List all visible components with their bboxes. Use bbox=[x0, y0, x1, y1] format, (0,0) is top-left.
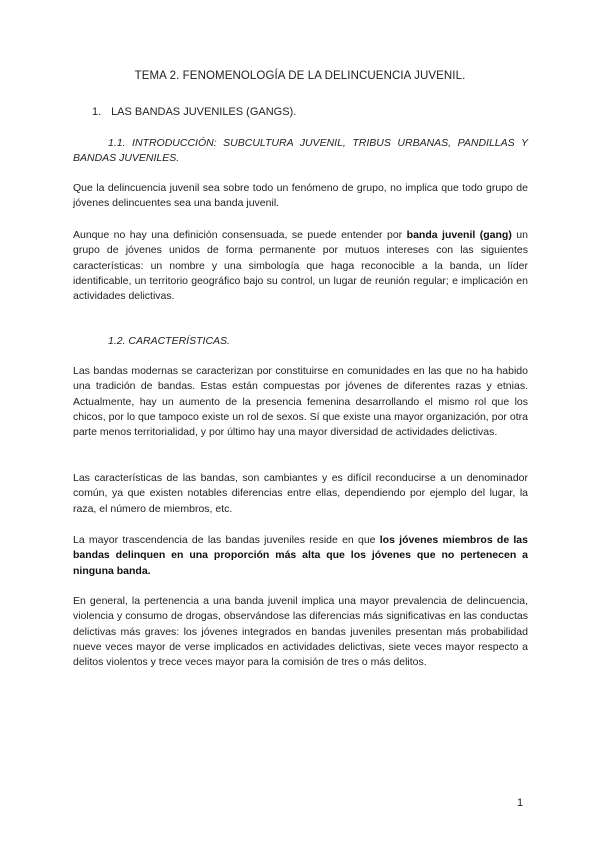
section-heading bbox=[92, 106, 296, 118]
paragraph-2 bbox=[73, 228, 528, 304]
subsection-intro-text: 1.1. INTRODUCCIÓN: SUBCULTURA JUVENIL, TRIBUS URBANAS, PANDILLAS Y BANDAS JUVENILES. bbox=[73, 137, 528, 164]
paragraph-5-bold: los jóvenes miembros de las bandas delinquen en una proporción más alta que los jóvenes que no pertenecen a ninguna banda. bbox=[73, 534, 528, 577]
paragraph-6: En general, la pertenencia a una banda juvenil implica una mayor prevalencia de delincuencia, violencia y consumo de drogas, observándose las diferencias más significativas en las conductas delictivas más graves: los jóvenes integrados en bandas juveniles presentan más probabilidad nueve veces mayor de verse implicados en actividades delictivas, siete veces mayor respecto a delitos violentos y trece veces mayor para la comisión de tres o más delitos. bbox=[73, 595, 528, 669]
paragraph-1: Que la delincuencia juvenil sea sobre todo un fenómeno de grupo, no implica que todo grupo de jóvenes delincuentes sea una banda juvenil. bbox=[73, 182, 528, 210]
paragraph-5 bbox=[73, 533, 528, 579]
paragraph-2-end: un grupo de jóvenes unidos de forma permanente por mutuos intereses con las siguientes características: un nombre y una simbología que haga reconocible a la banda, un líder identificable, un territorio geográfico bajo su control, un lugar de reunión regular; e implicación en actividades delictivas. bbox=[73, 229, 528, 303]
section-number: 1. bbox=[92, 106, 102, 118]
subsection-characteristics-text: 1.2. CARACTERÍSTICAS. bbox=[108, 335, 230, 347]
subsection-heading-intro bbox=[73, 136, 528, 166]
section-label: LAS BANDAS JUVENILES (GANGS). bbox=[111, 106, 297, 118]
page-number: 1 bbox=[517, 797, 524, 809]
paragraph-4: Las características de las bandas, son cambiantes y es difícil reconducirse a un denominador común, ya que existen notables diferencias entre ellas, dependiendo por ejemplo del lugar, la raza, el número de miembros, etc. bbox=[73, 472, 528, 515]
document-title: TEMA 2. FENOMENOLOGÍA DE LA DELINCUENCIA JUVENIL. bbox=[134, 70, 466, 82]
subsection-heading-characteristics bbox=[73, 334, 528, 349]
paragraph-5-start: La mayor trascendencia de las bandas juveniles reside en que bbox=[73, 534, 380, 546]
paragraph-3: Las bandas modernas se caracterizan por constituirse en comunidades en las que no ha habido una tradición de bandas. Estas están compuestas por jóvenes de diferentes razas y etnias. Actualmente, hay un aumento de la presencia femenina desarrollando el mismo rol que los chicos, por lo que tampoco existe un rol de sexos. Sí que existe una mayor organización, por otra parte menos territorialidad, y por último hay una mayor diversidad de actividades delictivas. bbox=[73, 365, 528, 439]
paragraph-2-bold: banda juvenil (gang) bbox=[406, 229, 512, 241]
paragraph-2-start: Aunque no hay una definición consensuada, se puede entender por bbox=[73, 229, 407, 241]
